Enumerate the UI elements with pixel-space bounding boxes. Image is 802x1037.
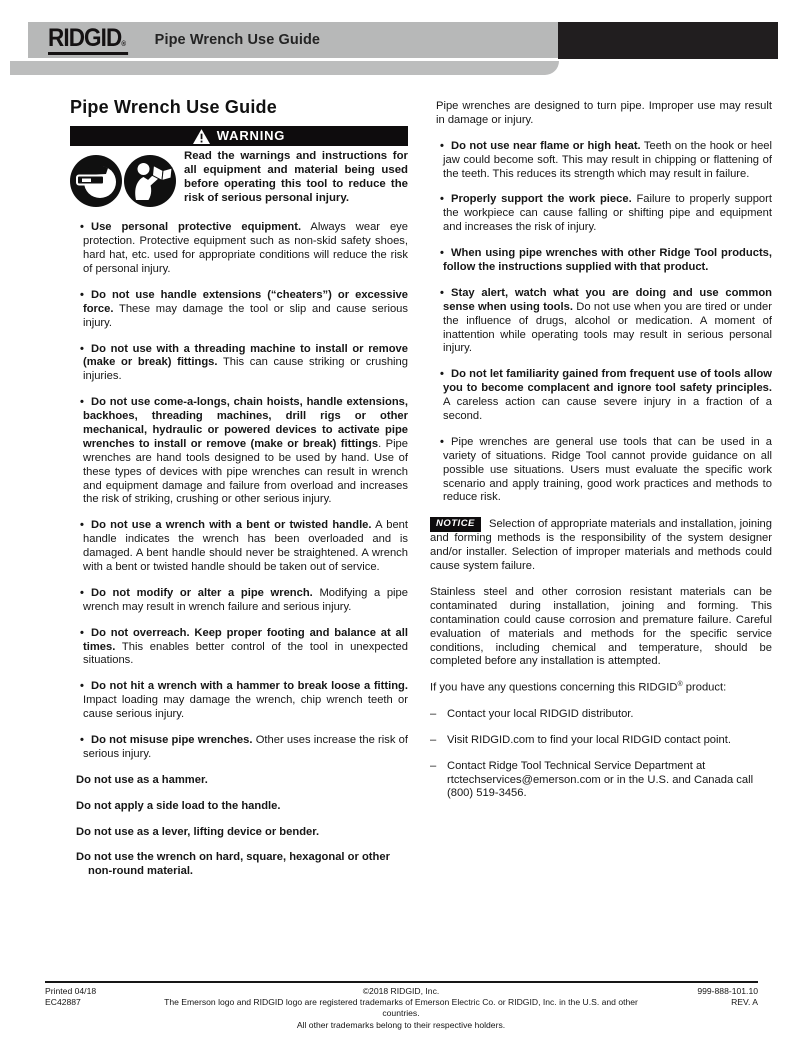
bullet-marker: • [440,193,444,206]
bullet-marker: • [440,368,444,381]
footer-left [45,986,96,1008]
contact-text: Contact Ridge Tool Technical Service Department at rtctechservices@emerson.com or in the U.S. and Canada call (800) 519-3456. [447,759,754,800]
bullet-lead: When using pipe wrenches with other Ridge Tool products, follow the instructions supplied with that product. [443,247,772,274]
bullet-marker: • [80,221,84,234]
bullet-body: This can cause striking or crushing injuries. [83,356,408,383]
bullet-body: These may damage the tool or slip and cause serious injury. [83,302,408,329]
trademark-line-1: The Emerson logo and RIDGID logo are registered trademarks of Emerson Electric Co. or RIDGID, Inc. in the U.S. and other countries. [164,997,638,1019]
safety-pictograms [70,150,176,207]
bullet-lead: Do not hit a wrench with a hammer to break loose a fitting. [91,680,408,693]
sub-rule-non-round: Do not use the wrench on hard, square, hexagonal or other non-round material. [76,851,390,878]
safety-bullet-overreach [70,627,408,669]
dash-marker: – [430,707,437,720]
bullet-lead: Do not use with a threading machine to install or remove (make or break) fittings. [83,342,408,369]
warning-banner-label: WARNING [216,128,286,144]
safety-bullet-ppe [70,221,408,277]
bullet-body: A careless action can cause severe injury in a fraction of a second. [443,396,772,423]
bullet-body: A bent handle indicates the wrench has been overloaded and is damaged. A bent handle should never be straightened. A wrench with a bent or twisted handle should be taken out of service. [83,519,409,574]
bullet-body: Do not use when you are tired or under the influence of drugs, alcohol or medication. A moment of inattention while operating tools may result in serious personal injury. [443,300,772,355]
notice-paragraph [430,517,772,574]
contact-text: Visit RIDGID.com to find your local RIDGID contact point. [447,733,731,746]
copyright-line: ©2018 RIDGID, Inc. [362,986,440,996]
questions-prefix: If you have any questions concerning this RIDGID [430,682,678,695]
stainless-paragraph: Stainless steel and other corrosion resistant materials can be contaminated during installation, joining and forming. This contamination could cause corrosion and premature failure. Careful evaluation of materials and methods for the specific service conditions, including chemical and temperature, should be completed before any installation is attempted. [430,585,772,668]
bullet-lead: Do not use come-a-longs, chain hoists, handle extensions, backhoes, threading machines, drill rigs or other mechanical, hydraulic or powered devices to activate pipe wrenches to install or remove (make or break) fittings [83,396,408,450]
bullet-marker: • [80,734,84,747]
bullet-lead: Use personal protective equipment. [91,221,302,234]
bullet-lead: Do not misuse pipe wrenches. [91,734,253,747]
bullet-body: Modifying a pipe wrench may result in wrench failure and serious injury. [83,586,408,613]
wear-eye-protection-icon [70,155,122,207]
bullet-lead: Do not modify or alter a pipe wrench. [91,586,313,599]
header-bar [28,22,558,58]
bullet-lead: Do not overreach. Keep proper footing and balance at all times. [83,626,408,653]
notice-text: Selection of appropriate materials and installation, joining and forming methods is the responsibility of the system designer and/or installer. Selection of improper materials and methods could cause system failure. [430,518,772,573]
left-column [70,96,408,891]
contact-text: Contact your local RIDGID distributor. [447,707,634,720]
sub-rule-hammer: Do not use as a hammer. [76,773,208,786]
safety-bullet-familiarity [430,368,772,424]
footer-rule [45,981,758,983]
warning-statement: Read the warnings and instructions for all equipment and material being used before operating this tool to reduce the risk of serious personal injury. [184,150,408,205]
bullet-body: . Pipe wrenches are hand tools designed to be used by hand. Use of these types of devices with pipe wrenches can result in wrench and equipment damage and failure from overload and increases the risk of striking, crushing or other serious injury. [83,437,408,506]
bullet-lead: Stay alert, watch what you are doing and use common sense when using tools. [443,286,772,313]
bullet-lead: Properly support the work piece. [451,193,632,206]
header-title: Pipe Wrench Use Guide [154,32,321,48]
ec-number: EC42887 [45,997,81,1008]
safety-bullet-flame-heat [430,140,772,182]
bullet-marker: • [440,139,444,152]
bullet-lead: Do not use a wrench with a bent or twisted handle. [91,519,372,532]
trademark-line-2: All other trademarks belong to their respective holders. [296,1019,506,1030]
questions-paragraph [430,681,772,696]
bullet-marker: • [80,342,84,355]
warning-row [70,150,408,207]
bullet-lead: Do not let familiarity gained from frequent use of tools allow you to become complacent and ignore tool safety principles. [443,368,772,395]
part-number: 999-888-101.10 [697,986,758,996]
dash-marker: – [430,759,437,772]
registered-mark-icon: ® [121,40,127,48]
bullet-marker: • [440,435,444,448]
printed-date: Printed 04/18 [45,986,97,996]
safety-bullet-other-products [430,247,772,275]
intro-paragraph: Pipe wrenches are designed to turn pipe. Improper use may result in damage or injury. [436,100,772,126]
dash-marker: – [430,733,437,746]
registered-mark-icon: ® [677,681,683,689]
bullet-marker: • [80,586,84,599]
bullet-body: Failure to properly support the workpiece can cause falling or shifting pipe and equipment and increases the risk of injury. [443,193,772,234]
bullet-body: Other uses increase the risk of serious injury. [83,734,409,760]
notice-badge: NOTICE [430,517,481,532]
sub-rule-side-load: Do not apply a side load to the handle. [76,799,281,812]
bullet-body: Always wear eye protection. Protective equipment such as non-skid safety shoes, hard hat, etc. used for appropriate conditions will reduce the risk of personal injury. [83,221,408,275]
ridgid-logo [48,23,128,55]
revision: REV. A [731,997,758,1008]
contact-item-distributor [430,708,772,722]
safety-bullet-stay-alert [430,287,772,356]
warning-banner [70,126,408,146]
bullet-body: Pipe wrenches are general use tools that can be used in a variety of situations. Ridge Tool cannot provide guidance on all possible use situations. Users must evaluate the specific work scenario and apply training, good work practices and methods to reduce risk. [443,435,772,504]
bullet-body: This enables better control of the tool in unexpected situations. [83,640,408,667]
bullet-marker: • [80,519,84,532]
bullet-marker: • [80,626,84,639]
header-black-block [558,22,778,59]
bullet-marker: • [80,288,84,301]
bullet-marker: • [80,396,84,409]
safety-bullet-general-use [430,436,772,505]
bullet-lead: Do not use handle extensions (“cheaters”) or excessive force. [83,288,408,315]
questions-suffix: product: [682,682,727,695]
safety-bullet-powered-devices [70,396,408,507]
safety-bullet-cheaters [70,289,408,331]
sub-rule-lever: Do not use as a lever, lifting device or bender. [76,825,320,838]
safety-bullet-threading-machine [70,343,408,385]
bullet-body: Impact loading may damage the wrench, chip wrench teeth or cause serious injury. [83,694,408,721]
footer-center [151,986,651,1031]
contact-item-tech-service [430,760,772,802]
bullet-marker: • [80,680,84,693]
page-title: Pipe Wrench Use Guide [70,97,277,117]
bullet-marker: • [440,286,444,299]
safety-bullet-support-workpiece [430,193,772,235]
safety-bullet-hammer-impact [70,680,408,722]
footer-right [697,986,758,1008]
read-instructions-icon [124,155,176,207]
warning-triangle-icon [193,129,210,144]
header-accent-bar [10,61,559,75]
ridgid-logo-text: RIDGID [48,23,122,52]
contact-item-website [430,734,772,748]
bullet-body: Teeth on the hook or heel jaw could become soft. This may result in chipping or flattening of the teeth. This reduces its strength which may result in failure. [443,139,773,180]
safety-bullet-misuse [70,734,408,762]
bullet-marker: • [440,247,444,260]
bullet-lead: Do not use near flame or high heat. [451,139,641,152]
safety-bullet-bent-handle [70,519,408,575]
safety-bullet-modify [70,587,408,615]
right-column [430,100,772,813]
